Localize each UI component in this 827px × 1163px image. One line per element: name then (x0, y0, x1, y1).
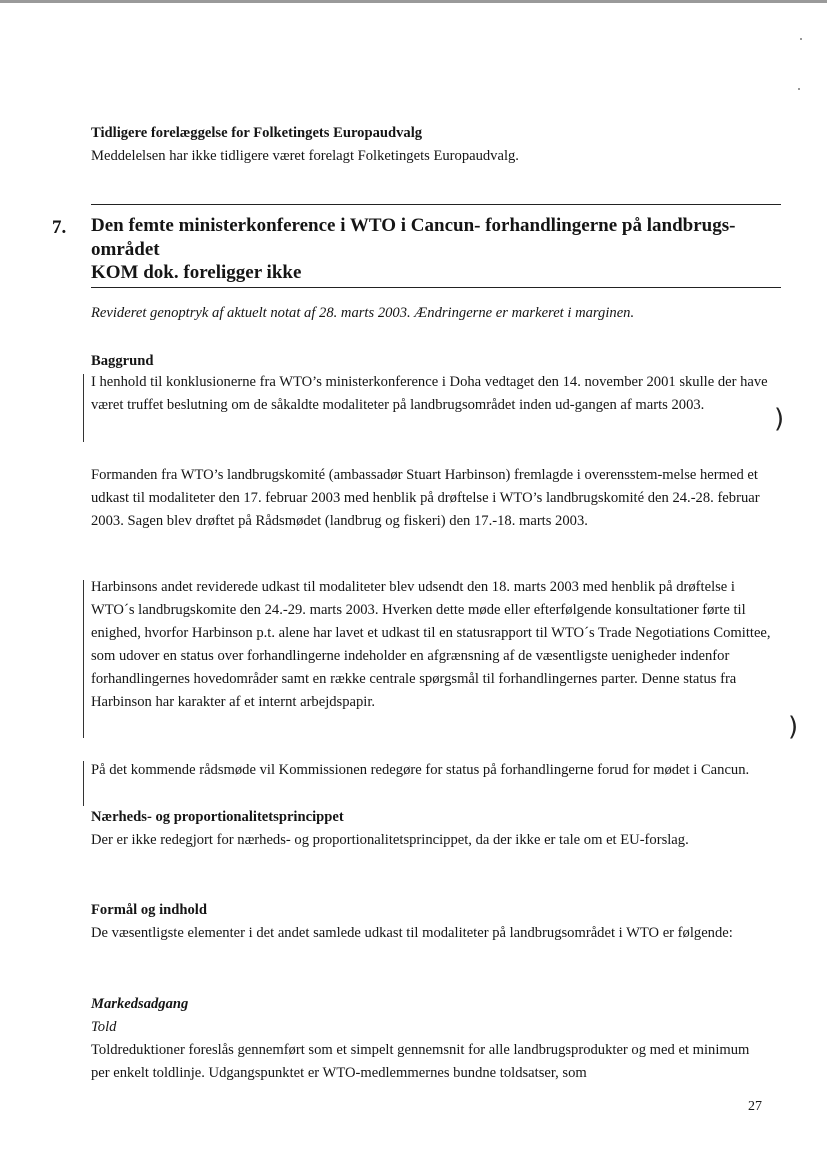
markedsadgang-subheading: Told (91, 1019, 117, 1035)
section-title (91, 214, 781, 285)
margin-change-bar (83, 374, 84, 442)
formaal-heading: Formål og indhold (91, 902, 207, 918)
prev-section-text: Meddelelsen har ikke tidligere været forelagt Folketingets Europaudvalg. (91, 148, 519, 164)
section-rule-top (91, 204, 781, 205)
section-title-line-1: Den femte ministerkonference i WTO i Cancun- forhandlingerne på landbrugs- (91, 215, 736, 236)
baggrund-paragraph-4: På det kommende rådsmøde vil Kommissionen redegøre for status på forhandlingerne forud for mødet i Cancun. (91, 762, 750, 778)
naerhed-heading: Nærheds- og proportionalitetsprincippet (91, 809, 344, 825)
markedsadgang-heading: Markedsadgang (91, 996, 189, 1012)
baggrund-paragraph-1: I henhold til konklusionerne fra WTO’s ministerkonference i Doha vedtaget den 14. november 2001 skulle der have været truffet beslutning om de såkaldte modaliteter på landbrugsområdet inden ud-gangen af marts 2003. (91, 374, 768, 413)
section-number: 7. (52, 217, 67, 238)
markedsadgang-text: Toldreduktioner foreslås gennemført som et simpelt gennemsnit for alle landbrugsprodukter og med et minimum per enkelt toldlinje. Udgangspunktet er WTO-medlemmernes bundne toldsatser, som (91, 1042, 750, 1081)
intro-note: Revideret genoptryk af aktuelt notat af 28. marts 2003. Ændringerne er markeret i marginen. (91, 305, 635, 321)
baggrund-paragraph-3: Harbinsons andet reviderede udkast til modaliteter blev udsendt den 18. marts 2003 med henblik på drøftelse i WTO´s landbrugskomite den 24.-29. marts 2003. Hverken dette møde eller efterfølgende konsultationer førte til enighed, hvorfor Harbinson p.t. alene har lavet et udkast til en statusrapport til WTO´s Trade Negotiations Comittee, som udover en status over forhandlingerne indeholder en afgrænsning af de væsentligste uenigheder indenfor forhandlingernes hovedområder samt en række centrale spørgsmål til forhandlingernes parter. Denne status fra Harbinson har karakter af et internt arbejdspapir. (91, 579, 771, 710)
section-title-line-2: området (91, 238, 160, 260)
page-number: 27 (748, 1099, 762, 1114)
margin-change-bar (83, 580, 84, 738)
scan-speck (798, 88, 800, 90)
naerhed-text: Der er ikke redegjort for nærheds- og proportionalitetsprincippet, da der ikke er tale om et EU-forslag. (91, 832, 689, 848)
prev-section-heading: Tidligere forelæggelse for Folketingets Europaudvalg (91, 125, 423, 141)
margin-change-bar (83, 761, 84, 806)
section-title-line-3: KOM dok. foreligger ikke (91, 262, 302, 283)
baggrund-heading: Baggrund (91, 353, 154, 369)
margin-mark: ) (788, 712, 799, 742)
margin-mark: ) (774, 404, 785, 434)
scan-speck (800, 38, 802, 40)
section-rule-bottom (91, 287, 781, 288)
baggrund-paragraph-2: Formanden fra WTO’s landbrugskomité (ambassadør Stuart Harbinson) fremlagde i overensstem-melse hermed et udkast til modaliteter den 17. februar 2003 med henblik på drøftelse i WTO’s landbrugskomité den 24.-28. februar 2003. Sagen blev drøftet på Rådsmødet (landbrug og fiskeri) den 17.-18. marts 2003. (91, 467, 760, 529)
scan-top-edge (0, 0, 827, 3)
formaal-text: De væsentligste elementer i det andet samlede udkast til modaliteter på landbrugsområdet i WTO er følgende: (91, 925, 733, 941)
